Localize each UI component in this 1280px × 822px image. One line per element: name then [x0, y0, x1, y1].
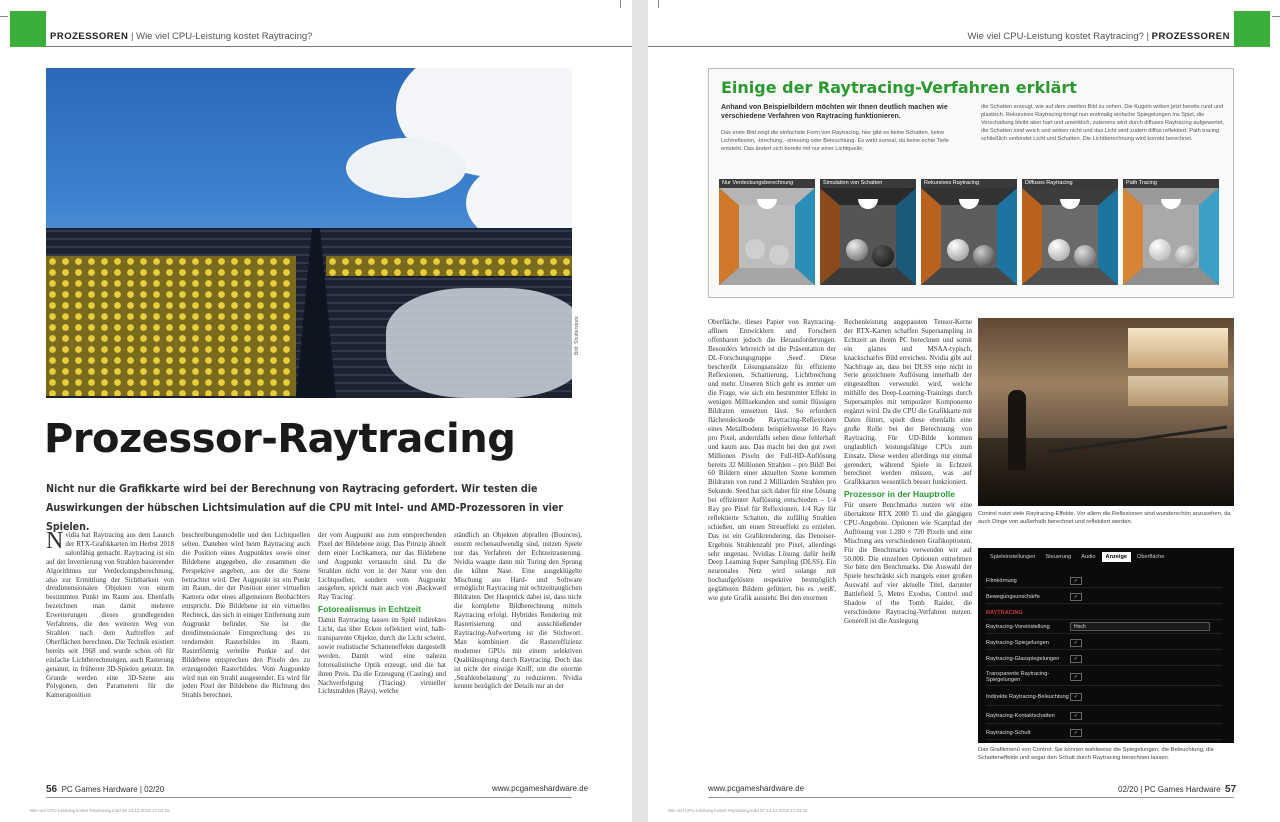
crop-mark: [0, 16, 8, 17]
character: [1008, 390, 1026, 470]
header-rule: [46, 46, 632, 47]
bright-window: [1128, 328, 1228, 368]
body-column-b: Rechenleistung angepassten Tensor-Kerne der RTX-Karten schaffen Supersampling in Echtzeit an ihrem PC berechnen und somit ein glattes und MSAA-typisch, knackscharfes Bild erreichen. Nvidia gibt auf Nachfrage an, dass bei DLSS eine nicht in Serie gezeichnete Auflösung innerhalb der eingestellten verwendet wird, welche mithilfe des Deep-Learning-Trainings durch Supersamples mit temporärer Komponente ergänzt wird. Da die CPU die Grafikkarte mit Daten füttert, spielt diese ebenfalls eine große Rolle bei der Berechnung von Raytracing. Für UD-Bilde kommen unglaublich leistungsfähige CPUs zum Einsatz. Diese werden allerdings nur einmal gerendert, während Spiele in Echtzeit berechnet werden müssen, was auf Grafikkarten wesentlich besser funktioniert. Prozessor in der Hauptrolle Für unsere Benchmarks nutzen wir eine übertaktete RTX 2080 Ti und die gängigen CPU-Angebote. Optionen wie Scanpfad der Auflösung von 1.280 × 720 Pixeln und eine Mischung aus verschiedenen Grafikoptionen. Für die Benchmarks verwenden wir auf 50.000. Die einzelnen Optionen entnehmen Sie bitte den Benchmarks. Die Auswahl der Spiele beschränkt sich mangels einer großen Auswahl auf vier aktuelle Titel, darunter Battlefield 5, Metro Exodus, Control und Shadow of the Tomb Raider, die verschiedene Raytracing-Verfahren nutzen. Generell ist die Auslegung: [844, 318, 972, 625]
footer-rule: [708, 797, 1234, 798]
menu-caption: Das Grafikmenü von Control: Sie können wahlweise die Spiegelungen, die Beleuchtung, die Schatteneffekte und sogar den Schutt durch Raytracing berechnen lassen.: [978, 747, 1214, 761]
glass-facade: [46, 228, 572, 398]
tab-oberflaeche[interactable]: Oberfläche: [1137, 554, 1165, 560]
left-page: [0, 0, 632, 822]
settings-section-heading: RAYTRACING: [986, 606, 1222, 620]
body-column-a: Oberfläche, dieses Papier von Raytracing-affinen Entwicklern und Forschern offenbaren jedoch die Herausforderungen. Besonders lehrreich ist die Präsentation der DL-Forschungsgruppe ‚Seed'. Diese beschreibt Lösungsansätze für effiziente Reflexionen, Schattierung, Lichtbrechung und mehr. Unseren Stich geht es immer um die Frage, wie sich ein bestimmter Effekt in wenigen Millisekunden und somit flüssigen Bildraten umsetzen lässt. So erfordern flächendeckende Raytracing-Reflexionen eines Metallbodens beispielsweise 16 Rays pro Pixel, andernfalls sehen diese fehlerhaft und kaum aus. Das macht bei den gut zwei Millionen Pixeln der Full-HD-Auflösung bereits 32 Millionen Strahlen – pro Bild! Bei 60 Bildern einer aktuellen Szene kommen Bildraten von rund 2 Milliarden Strahlen pro Sekunde. Seed hat sich daher für eine Lösung bei effizienter Auflösung entschieden – 1/4 Ray pro Pixel für Reflexionen, 1/4 Ray für reflektierte Schatten, die zufällig Strahlen schießen, um einen Streueffekt zu erzielen. Das ist ein Grafikrendering, das Denoiser-Ergebnis Strahlenzahl pro Pixel, allerdings sehr ungenau. Nvidias Lösung dafür heißt Deep Learning Super Sampling (DLSS). Ein neuronales Netz wird solange mit hochaufgelösten respektive bestmöglich geglätteten Bildern gefüttert, bis es ‚weiß', wie gute Grafik aussieht. Bei den enormen: [708, 318, 836, 603]
yellow-dot-panels: [326, 256, 572, 276]
subheading: Fotorealismus in Echtzeit: [318, 604, 421, 615]
setting-row[interactable]: Indirekte Raytracing-Beleuchtung ✓: [986, 688, 1222, 706]
control-game-screenshot: [978, 318, 1234, 506]
cloud: [346, 138, 466, 198]
body-column-4: ständlich an Objekten abprallen (Bounces), enorm rechenaufwendig sind, nutzen Spiele nur das Verfahren der Echtzeitrasterung. Nvidia waagte dann mit Turing den Sprung die kühne Nase. Eine ausgeklügelte Mischung aus Hard- und Software ermöglicht Raytracing mit echtzeittauglichen Bildraten. Der Hauptrick dabei ist, dass nicht die komplette Bildberechnung mittels Raytracing erfolgt. Hybrides Rendering mit Rasterisierung und ausschließender Raytracing-Aufwertung ist die Stichwort. Man kombiniert die Rastereffizienz moderner GPUs mit einem selektiven Qualitätssprung durch Raytracing. Doch das ist nicht der einzige Kniff, um die enorme ‚Strahlenbelastung' zu reduzieren. Nvidia kennte bezüglich der Details nur an der: [454, 531, 582, 691]
subheading: Prozessor in der Hauptrolle: [844, 489, 955, 500]
setting-row[interactable]: Raytracing-Kontaktschatten ✓: [986, 708, 1222, 724]
folio-right: 02/20 | PC Games Hardware 57: [1118, 784, 1237, 795]
drop-cap: N: [46, 531, 64, 554]
folio-url: www.pcgameshardware.de: [708, 784, 805, 793]
article-title: Prozessor-Raytracing: [44, 416, 516, 462]
info-box-intro: Anhand von Beispielbildern möchten wir Ihnen deutlich machen wie verschiedene Verfahren von Raytracing funktionieren.: [721, 104, 948, 120]
photo-credit: Bild: Shutterstock: [574, 316, 580, 355]
info-box-text: Das erste Bild zeigt die einfachste Form von Raytracing, hier gibt es keine Schatten, keine Lichtreflexion, -brechung, -streuung oder Beleuchtung. Es wirkt surreal, da keine echte Tiefe entsteht. Das ändert sich bereits mit nur einer Lichtquelle;: [721, 130, 949, 152]
info-box-heading: Einige der Raytracing-Verfahren erklärt: [721, 78, 1077, 97]
setting-row[interactable]: Raytracing-Glasspiegelungen ✓: [986, 652, 1222, 666]
crop-mark: [1272, 16, 1280, 17]
hero-photo-skyscraper: [46, 68, 572, 398]
article-lead: Nicht nur die Grafikkarte wird bei der Berechnung von Raytracing gefordert. Wir testen die Auswirkungen der hübschen Lichtsimulation auf die CPU mit Intel- und AMD-Prozessoren in vier Spielen.: [46, 483, 564, 533]
section-color-tab: [10, 11, 46, 47]
tab-anzeige[interactable]: Anzeige: [1102, 552, 1131, 562]
example-image-pathtracing: Path Tracing: [1123, 179, 1219, 285]
right-page: [648, 0, 1280, 822]
yellow-dot-panels: [46, 256, 296, 396]
info-box-text: die Schatten erzeugt, wie auf dem zweiten Bild zu sehen. Die Kugeln wirken jetzt bereits rund und plastisch. Rekursives Raytracing bringt nun erstmalig einfache Spiegelungen ins Spiel, die Verschattung bleibt aber hart und unwirklich, zutenens wird durch diffuses Raytracing aufgewertet, die Schatten sind weich und wirken nicht und das Licht wird zudem diffus reflektiert. Path tracing schließlich verbindet Licht und Schatten. Die Lichtberechnung wird korrekt berechnet.: [981, 104, 1225, 142]
graphics-settings-menu: [978, 548, 1234, 743]
preset-dropdown[interactable]: Hoch: [1070, 622, 1210, 631]
example-image-occlusion: Nur Verdeckungsberechnung: [719, 179, 815, 285]
bright-window: [1128, 376, 1228, 406]
spread-gutter: [632, 0, 648, 822]
setting-row[interactable]: Raytracing-Schutt ✓: [986, 726, 1222, 740]
folio-url: www.pcgameshardware.de: [492, 784, 589, 793]
example-image-diffuse: Diffuses Raytracing: [1022, 179, 1118, 285]
game-screenshot-caption: Control nutzt viele Raytracing-Effekte. Vor allem die Reflexionen sind wunderschön anzusehen, da auch Dinge von außerhalb berechnet und reflektiert werden.: [978, 511, 1231, 525]
building-edge: [296, 228, 336, 398]
footer-rule: [46, 797, 572, 798]
crop-mark: [620, 0, 621, 8]
setting-row[interactable]: Raytracing-Spiegelungen ✓: [986, 636, 1222, 650]
folio-left: 56 PC Games Hardware | 02/20: [46, 784, 165, 795]
setting-row[interactable]: Filmkörnung ✓: [986, 574, 1222, 588]
running-head: PROZESSOREN | Wie viel CPU-Leistung kostet Raytracing?: [50, 31, 313, 42]
setting-row[interactable]: Transparente Raytracing-Spiegelungen ✓: [986, 668, 1222, 686]
example-image-shadows: Simulation von Schatten: [820, 179, 916, 285]
raytracing-example-images: [719, 179, 1219, 285]
crop-mark: [658, 0, 659, 8]
header-rule: [648, 46, 1234, 47]
tab-spieleinstellungen[interactable]: Spieleinstellungen: [990, 554, 1036, 560]
tab-steuerung[interactable]: Steuerung: [1045, 554, 1072, 560]
body-column-3: der vom Augpunkt aus zum entsprechenden Pixel der Bildebene zeigt. Das Prinzip ähnelt dem einer Lochkamera, nur das Bildebene und Augpunkt vertauscht sind. Da die Strahlen nicht von in der Natur von den Lichtquellen, sondern vom Augpunkt ausgehen, spricht man auch von ‚Backward Ray Tracing'. Fotorealismus in Echtzeit Damit Raytracing lassen im Spiel indirektes Licht, das über Ecken reflektiert wird, halb-transparente Objekte, durch die Licht scheint, sowie realistische Schatteneffekte dargestellt werden. Damit wird eine nahezu fotorealistische Optik erzeugt, und die hat ihren Preis. Da die Erzeugung (Casting) und Nachverfolgung (Tracing) virtueller Lichtstrahlen (Rays), welche: [318, 531, 446, 696]
info-box: [708, 68, 1234, 298]
print-slug: Wie viel CPU-Leistung kostet Raytracing.indd 56 14.12.2019 17:03:18: [30, 808, 170, 813]
print-slug: Wie viel CPU-Leistung kostet Raytracing.indd 57 14.12.2019 17:03:18: [668, 808, 808, 813]
section-color-tab: [1234, 11, 1270, 47]
body-columns: [46, 531, 582, 779]
body-column-1: Nvidia hat Raytracing aus dem Launch der RTX-Grafikkarten im Herbst 2018 salonfähig gemacht. Raytracing ist ein auf der Invertierung von Strahlen basierender Algorithmus zur Verdeckungsberechnung, also zur Ermittlung der Sichtbarkeit von dreidimensionalen Objekten von einem bestimmten Punkt im Raum aus. Ebenfalls bezeichnen man damit mehrere Erweiterungen dieses grundlegenden Verfahrens, die den weiteren Weg von Strahlen nach dem Auftreffen auf Oberflächen berechnen. Die Technik existiert bereits seit 1968 und wurde schon oft für einfache Lichtberechnungen, auch Rasterung genannt, in früheren 3D-Spielen genutzt. Im Grunde werden eine 3D-Szene aus Polygonen, den Parametern für die Kameraposition: [46, 531, 174, 700]
running-head: Wie viel CPU-Leistung kostet Raytracing? | PROZESSOREN: [967, 31, 1230, 42]
tab-audio[interactable]: Audio: [1081, 554, 1096, 560]
cloud-reflection: [386, 288, 572, 398]
menu-tabs: [986, 552, 1168, 562]
setting-row[interactable]: Bewegungsunschärfe ✓: [986, 590, 1222, 604]
setting-row-preset[interactable]: Raytracing-Voreinstellung Hoch: [986, 620, 1222, 634]
body-column-2: beschreibungsmodelle und den Lichtquellen selten. Daneben wird beim Raytracing auch die Position eines Augpunktes sowie einer Bildebene angegeben, die zusammen die Perspektive angeben, aus der die Szene betrachtet wird. Der Augpunkt ist ein Punkt im Raum, der der Position einer virtuellen Kamera oder eines allgemeinen Beobachters entspricht. Die Bildebene ist ein virtuelles Rechteck, das sich in einiger Entfernung zum Augpunkt befindet. Sie ist die dreidimensionale Entsprechung des zu rendernden Rasterbildes im Raum. Rasterförmig verteilte Punkte auf der Bildebene entsprechen den Pixeln des zu erzeugenden Rasterbildes. Vom Augpunkte wird nun ein Strahl ausgesendet. Es wird für jeden Pixel der Bildebene die Richtung des Strahls berechnet,: [182, 531, 310, 700]
example-image-recursive: Rekursives Raytracing: [921, 179, 1017, 285]
